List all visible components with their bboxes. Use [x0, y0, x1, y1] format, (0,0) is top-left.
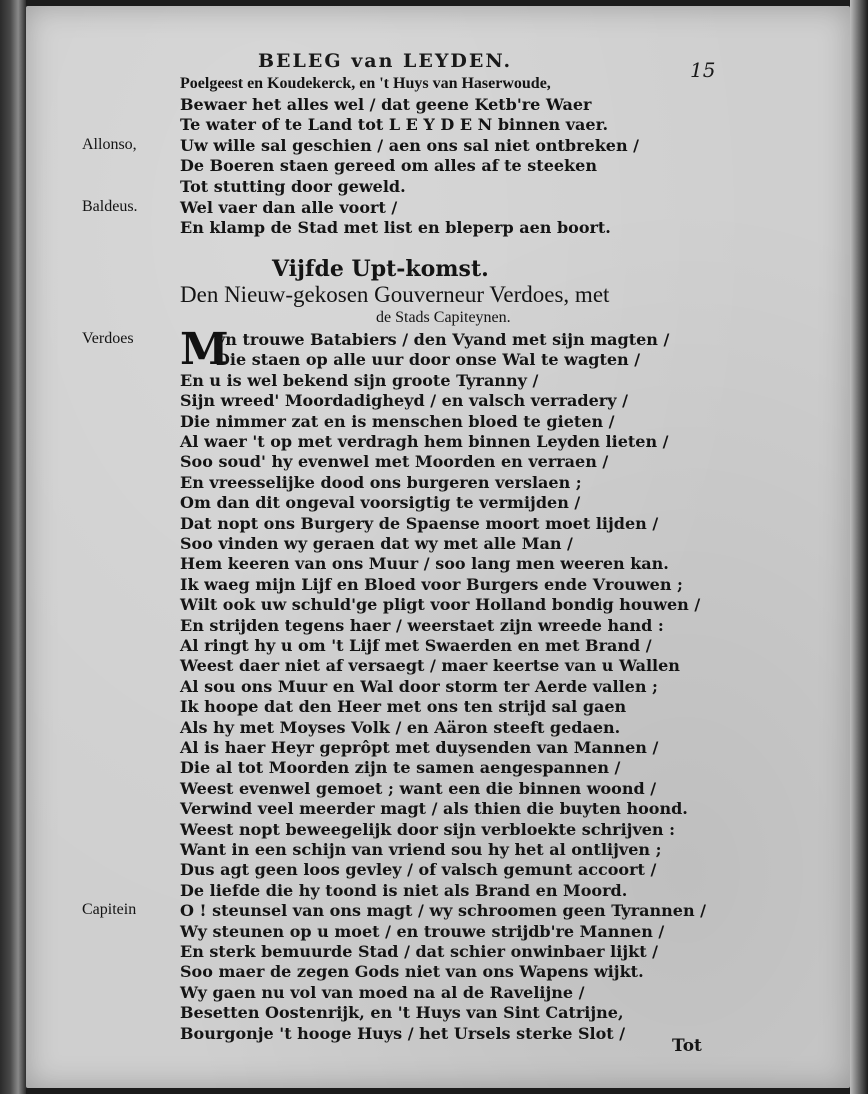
verse-line: Weest nopt beweegelijk door sijn verbloekte schrijven :: [180, 819, 676, 839]
drop-cap: M: [180, 324, 229, 375]
verse-line: Sijn wreed' Moordadigheyd / en valsch verradery /: [180, 391, 628, 411]
verse-line: Wy gaen nu vol van moed na al de Ravelijne /: [180, 982, 585, 1002]
verse-line: yn trouwe Batabiers / den Vyand met sijn magten /: [216, 330, 670, 349]
verse-line: Al ringt hy u om 't Lijf met Swaerden en met Brand /: [180, 636, 652, 655]
speaker-name: Allonso,: [82, 135, 137, 153]
verse-line: En u is wel bekend sijn groote Tyranny /: [180, 370, 539, 390]
verse-line: Weest evenwel gemoet ; want een die binnen woond /: [180, 778, 657, 798]
verse-line: Die al tot Moorden zijn te samen aengespannen /: [180, 758, 621, 778]
verse-line: Om dan dit ongeval voorsigtig te vermijden /: [180, 493, 581, 513]
verse-line: Besetten Oostenrijk, en 't Huys van Sint Catrijne,: [180, 1003, 624, 1023]
verse-line: En klamp de Stad met list en bleperp aen boort.: [180, 218, 611, 238]
verse-line: Weest daer niet af versaegt / maer keertse van u Wallen: [180, 656, 680, 676]
verse-line: En sterk bemuurde Stad / dat schier onwinbaer lijkt /: [180, 942, 658, 961]
verse-line: Soo maer de zegen Gods niet van ons Wapens wijkt.: [180, 962, 644, 982]
verse-line: Dat nopt ons Burgery de Spaense moort moet lijden /: [180, 513, 659, 533]
section-heading: Den Nieuw-gekosen Gouverneur Verdoes, met: [180, 282, 610, 307]
verse-line: Te water of te Land tot L E Y D E N binnen vaer.: [180, 115, 609, 135]
verse-line: Soo vinden wy geraen dat wy met alle Man /: [180, 534, 573, 553]
verse-line: En strijden tegens haer / weerstaet zijn wreede hand :: [180, 615, 664, 635]
verse-line: De Boeren staen gereed om alles af te steeken: [180, 156, 597, 176]
verse-line: Dus agt geen loos gevley / of valsch gemunt accoort /: [180, 860, 657, 880]
verse-line: Bewaer het alles wel / dat geene Ketb're Waer: [180, 94, 592, 114]
verse-line: Ik waeg mijn Lijf en Bloed voor Burgers ende Vrouwen ;: [180, 574, 683, 594]
verse-line: Verwind veel meerder magt / als thien die buyten hoond.: [180, 799, 688, 819]
verse-line: Wilt ook uw schuld'ge pligt voor Holland bondig houwen /: [180, 595, 701, 615]
verse-line: Die staen op alle uur door onse Wal te wagten /: [216, 350, 641, 370]
speaker-name: Capitein: [82, 901, 137, 919]
verse-line: Die nimmer zat en is menschen bloed te gieten /: [180, 411, 615, 431]
verse-line: Wy steunen op u moet / en trouwe strijdb're Mannen /: [180, 921, 665, 941]
verse-line: De liefde die hy toond is niet als Brand en Moord.: [180, 880, 628, 900]
verse-line: O ! steunsel van ons magt / wy schroomen geen Tyrannen /: [180, 901, 706, 921]
speaker-name: Verdoes: [82, 330, 134, 347]
catchword: Tot: [672, 1036, 702, 1056]
verse-line: En vreesselijke dood ons burgeren verslaen ;: [180, 472, 582, 492]
verse-line: Al is haer Heyr geprôpt met duysenden van Mannen /: [180, 738, 659, 757]
verse-line: Uw wille sal geschien / aen ons sal niet ontbreken /: [180, 135, 640, 155]
verse-line: Al waer 't op met verdragh hem binnen Leyden lieten /: [180, 432, 669, 451]
verse-line: Soo soud' hy evenwel met Moorden en verraen /: [180, 452, 609, 472]
verse-line: Als hy met Moyses Volk / en Aäron steeft gedaen.: [180, 717, 621, 737]
verse-line: Wel vaer dan alle voort /: [180, 197, 398, 217]
verse-line: Tot stutting door geweld.: [180, 177, 406, 196]
verse-line: Ik hoope dat den Heer met ons ten strijd sal gaen: [180, 697, 627, 717]
verse-line: Al sou ons Muur en Wal door storm ter Aerde vallen ;: [180, 676, 658, 696]
page-number: 15: [690, 58, 716, 82]
book-page: [26, 6, 850, 1088]
running-header: BELEG van LEYDEN.: [258, 50, 513, 72]
speaker-name: Baldeus.: [82, 197, 138, 215]
verse-line: Bourgonje 't hooge Huys / het Ursels sterke Slot /: [180, 1023, 626, 1043]
verse-line: Want in een schijn van vriend sou hy het al ontlijven ;: [180, 840, 662, 859]
section-subheading: de Stads Capiteynen.: [376, 309, 511, 326]
page-edge: [850, 0, 868, 1094]
verse-line: Poelgeest en Koudekerck, en 't Huys van Haserwoude,: [180, 75, 551, 92]
book-binding: [0, 0, 26, 1094]
section-title: Vijfde Upt-komst.: [272, 256, 489, 282]
verse-line: Hem keeren van ons Muur / soo lang men weeren kan.: [180, 554, 669, 574]
